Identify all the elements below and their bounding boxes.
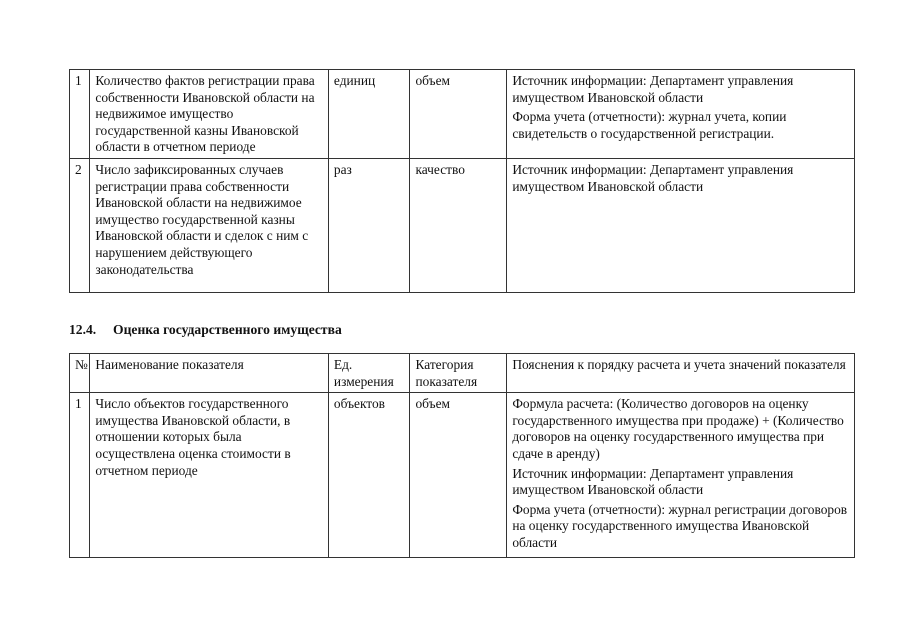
table-row: [70, 70, 855, 159]
section-number: 12.4.: [69, 322, 97, 337]
row-number: 1: [70, 393, 90, 557]
header-notes: Пояснения к порядку расчета и учета значений показателя: [507, 354, 855, 393]
notes-paragraph: Источник информации: Департамент управления имуществом Ивановской области: [512, 161, 794, 194]
table-row: [70, 158, 855, 292]
row-number: 2: [70, 158, 90, 292]
notes-paragraph: Форма учета (отчетности): журнал учета, копии свидетельств о государственной регистрации.: [512, 109, 787, 141]
unit-of-measure: раз: [328, 158, 410, 292]
calculation-notes: [507, 158, 855, 292]
header-unit: Ед. измерения: [328, 354, 410, 393]
indicators-table-top: [69, 69, 855, 293]
table-header-row: [70, 354, 855, 393]
header-name: Наименование показателя: [90, 354, 329, 393]
section-title: Оценка государственного имущества: [113, 322, 342, 337]
header-category: Категория показателя: [410, 354, 507, 393]
calculation-notes: [507, 393, 855, 557]
indicators-table-bottom: [69, 353, 855, 558]
notes-paragraph: Источник информации: Департамент управления имуществом Ивановской области: [512, 73, 794, 105]
header-number: №: [70, 354, 90, 393]
notes-paragraph: Источник информации: Департамент управления имуществом Ивановской области: [512, 465, 794, 498]
table-row: [70, 393, 855, 557]
indicator-name: Число объектов государственного имущества Ивановской области, в отношении которых была осуществлена оценка стоимости в отчетном периоде: [90, 393, 329, 557]
unit-of-measure: объектов: [328, 393, 410, 557]
unit-of-measure: единиц: [328, 70, 410, 159]
indicator-name: Число зафиксированных случаев регистрации права собственности Ивановской области на недвижимое имущество государственной казны Ивановской области и сделок с ним с нарушением действующего законодательства: [90, 158, 329, 292]
indicator-name: Количество фактов регистрации права собственности Ивановской области на недвижимое имущество государственной казны Ивановской области в отчетном периоде: [90, 70, 329, 159]
section-heading: [69, 322, 342, 338]
row-number: 1: [70, 70, 90, 159]
calculation-notes: [507, 70, 855, 159]
indicator-category: объем: [410, 393, 507, 557]
indicator-category: объем: [410, 70, 507, 159]
notes-paragraph: Форма учета (отчетности): журнал регистрации договоров на оценку государственного имущества Ивановской области: [512, 501, 848, 550]
indicator-category: качество: [410, 158, 507, 292]
notes-paragraph: Формула расчета: (Количество договоров на оценку государственного имущества при продаже) + (Количество договоров на оценку государственного имущества при сдаче в аренду): [512, 396, 844, 461]
